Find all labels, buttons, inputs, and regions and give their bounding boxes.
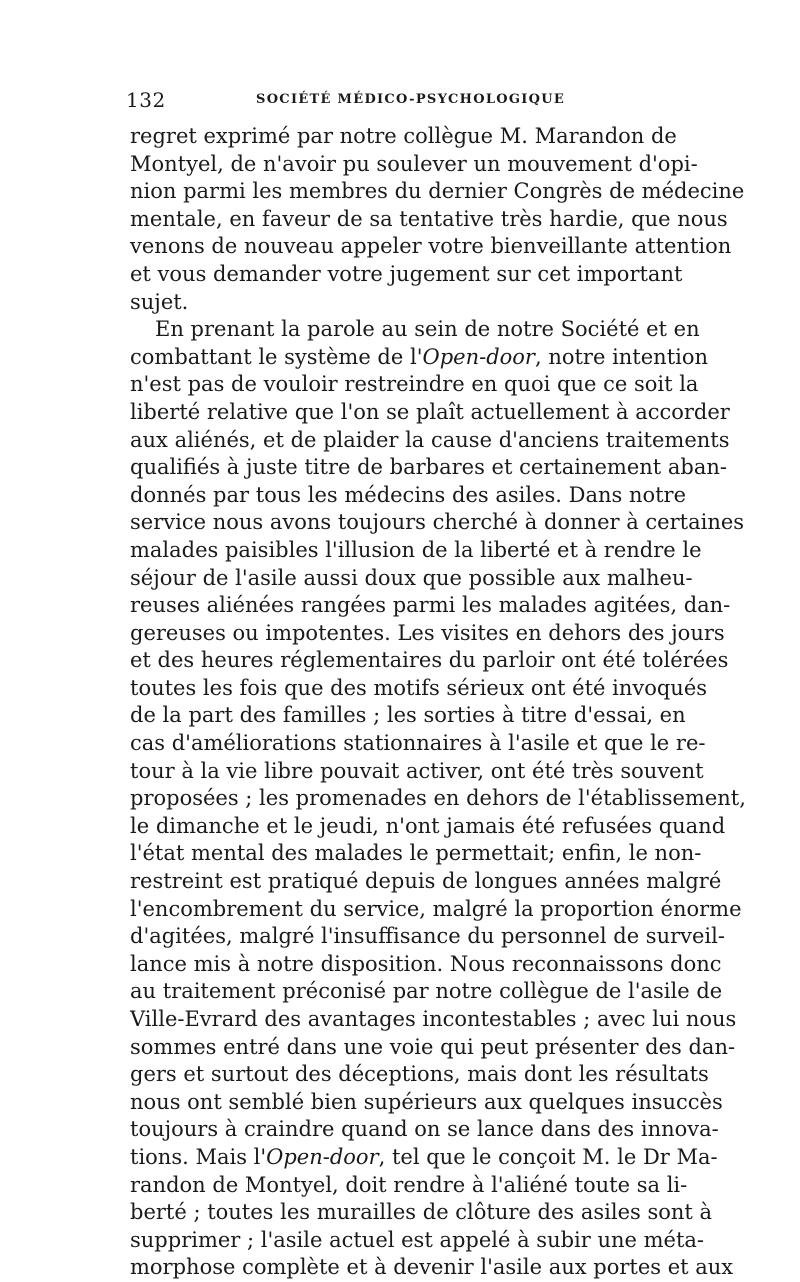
text-line — [130, 702, 686, 730]
text-run: tions. Mais l' — [130, 1144, 267, 1169]
text-run: , tel que le conçoit M. le Dr Ma- — [378, 1144, 718, 1169]
text-line — [130, 620, 725, 648]
text-run: cas d'améliorations stationnaires à l'asile et que le re- — [130, 731, 706, 756]
text-line — [130, 482, 687, 510]
text-run: venons de nouveau appeler votre bienveillante attention — [130, 234, 732, 259]
text-run: service nous avons toujours cherché à donner à certaines — [130, 510, 745, 535]
text-run: liberté relative que l'on se plaît actuellement à accorder — [130, 399, 730, 424]
text-line — [130, 399, 730, 427]
text-line — [130, 1116, 719, 1144]
text-line — [130, 289, 674, 317]
text-line — [130, 427, 730, 455]
text-line — [130, 730, 706, 758]
text-run: l'état mental des malades le permettait; enfin, le non- — [130, 841, 702, 866]
text-run: , notre intention — [534, 344, 709, 369]
italic-term: Open-door — [422, 344, 535, 369]
text-line — [130, 1034, 736, 1062]
text-line — [130, 261, 683, 289]
text-run: combattant le système de l' — [130, 344, 423, 369]
text-line — [130, 978, 723, 1006]
text-run: nous ont semblé bien supérieurs aux quelques insuccès — [130, 1089, 723, 1114]
text-line — [130, 371, 699, 399]
text-run: En prenant la parole au sein de notre Société et en — [155, 317, 700, 342]
body-text — [130, 123, 746, 1282]
text-line — [130, 896, 742, 924]
text-run: berté ; toutes les murailles de clôture des asiles sont à — [130, 1200, 713, 1225]
text-run: regret exprimé par notre collègue M. Marandon de — [130, 124, 677, 148]
text-line — [130, 178, 745, 206]
text-run: lance mis à notre disposition. Nous reconnaissons donc — [130, 951, 722, 976]
text-run: sujet. — [130, 289, 189, 314]
text-run: de la part des familles ; les sorties à titre d'essai, en — [130, 703, 686, 728]
italic-term: Open-door — [266, 1144, 379, 1169]
text-run: reuses aliénées rangées parmi les malades agitées, dan- — [130, 593, 731, 618]
text-run: gers et surtout des déceptions, mais dont les résultats — [130, 1062, 709, 1087]
text-line — [130, 868, 722, 896]
text-line — [130, 758, 704, 786]
running-title: SOCIÉTÉ MÉDICO-PSYCHOLOGIQUE — [256, 92, 566, 107]
text-run: sommes entré dans une voie qui peut présenter des dan- — [130, 1034, 736, 1059]
text-line — [130, 565, 693, 593]
text-run: l'encombrement du service, malgré la proportion énorme — [130, 896, 742, 921]
text-run: toujours à craindre quand on se lance dans des innova- — [130, 1117, 719, 1142]
text-line — [130, 316, 700, 344]
text-line — [130, 647, 729, 675]
text-line — [130, 151, 698, 179]
text-line — [130, 1144, 718, 1172]
text-line — [130, 1006, 737, 1034]
text-run: randon de Montyel, doit rendre à l'aliéné toute sa li- — [130, 1172, 688, 1197]
page-number: 132 — [126, 88, 166, 112]
text-run: le dimanche et le jeudi, n'ont jamais été refusées quand — [130, 813, 726, 838]
text-line — [130, 123, 677, 151]
text-run: nion parmi les membres du dernier Congrès de médecine — [130, 179, 745, 204]
text-run: Ville-Evrard des avantages incontestables ; avec lui nous — [130, 1007, 737, 1031]
text-run: restreint est pratiqué depuis de longues années malgré — [130, 869, 722, 894]
text-run: toutes les fois que des motifs sérieux ont été invoqués — [130, 675, 708, 700]
text-line — [130, 675, 708, 703]
text-line — [130, 454, 728, 482]
text-run: Montyel, de n'avoir pu soulever un mouvement d'opi- — [130, 151, 698, 176]
text-run: aux aliénés, et de plaider la cause d'anciens traitements — [130, 427, 730, 452]
text-run: donnés par tous les médecins des asiles. Dans notre — [130, 482, 687, 507]
text-run: tour à la vie libre pouvait activer, ont été très souvent — [130, 758, 704, 783]
running-header — [126, 88, 676, 118]
text-run: au traitement préconisé par notre collègue de l'asile de — [130, 979, 723, 1004]
text-line — [130, 813, 726, 841]
text-line — [130, 1254, 734, 1282]
text-line — [130, 840, 702, 868]
text-line — [130, 537, 702, 565]
text-line — [130, 951, 722, 979]
text-run: gereuses ou impotentes. Les visites en dehors des jours — [130, 620, 725, 645]
text-line — [130, 206, 728, 234]
text-run: malades paisibles l'illusion de la liberté et à rendre le — [130, 537, 702, 562]
text-run: proposées ; les promenades en dehors de l'établissement, — [130, 786, 746, 811]
text-run: n'est pas de vouloir restreindre en quoi que ce soit la — [130, 372, 699, 397]
text-line — [130, 1089, 723, 1117]
text-line — [130, 785, 746, 813]
text-line — [130, 1172, 688, 1200]
text-run: mentale, en faveur de sa tentative très hardie, que nous — [130, 206, 728, 231]
text-run: d'agitées, malgré l'insuffisance du personnel de surveil- — [130, 924, 725, 949]
text-run: morphose complète et à devenir l'asile aux portes et aux — [130, 1255, 734, 1280]
text-line — [130, 1199, 713, 1227]
text-run: qualifiés à juste titre de barbares et certainement aban- — [130, 455, 728, 480]
text-line — [130, 923, 725, 951]
text-run: supprimer ; l'asile actuel est appelé à subir une méta- — [130, 1227, 705, 1252]
text-run: séjour de l'asile aussi doux que possible aux malheu- — [130, 565, 693, 590]
text-line — [130, 1227, 705, 1255]
text-line — [130, 592, 731, 620]
text-line — [130, 344, 709, 372]
text-run: et des heures réglementaires du parloir ont été tolérées — [130, 648, 729, 673]
text-line — [130, 1061, 709, 1089]
text-line — [130, 509, 745, 537]
text-run: et vous demander votre jugement sur cet important — [130, 261, 683, 286]
text-line — [130, 233, 732, 261]
